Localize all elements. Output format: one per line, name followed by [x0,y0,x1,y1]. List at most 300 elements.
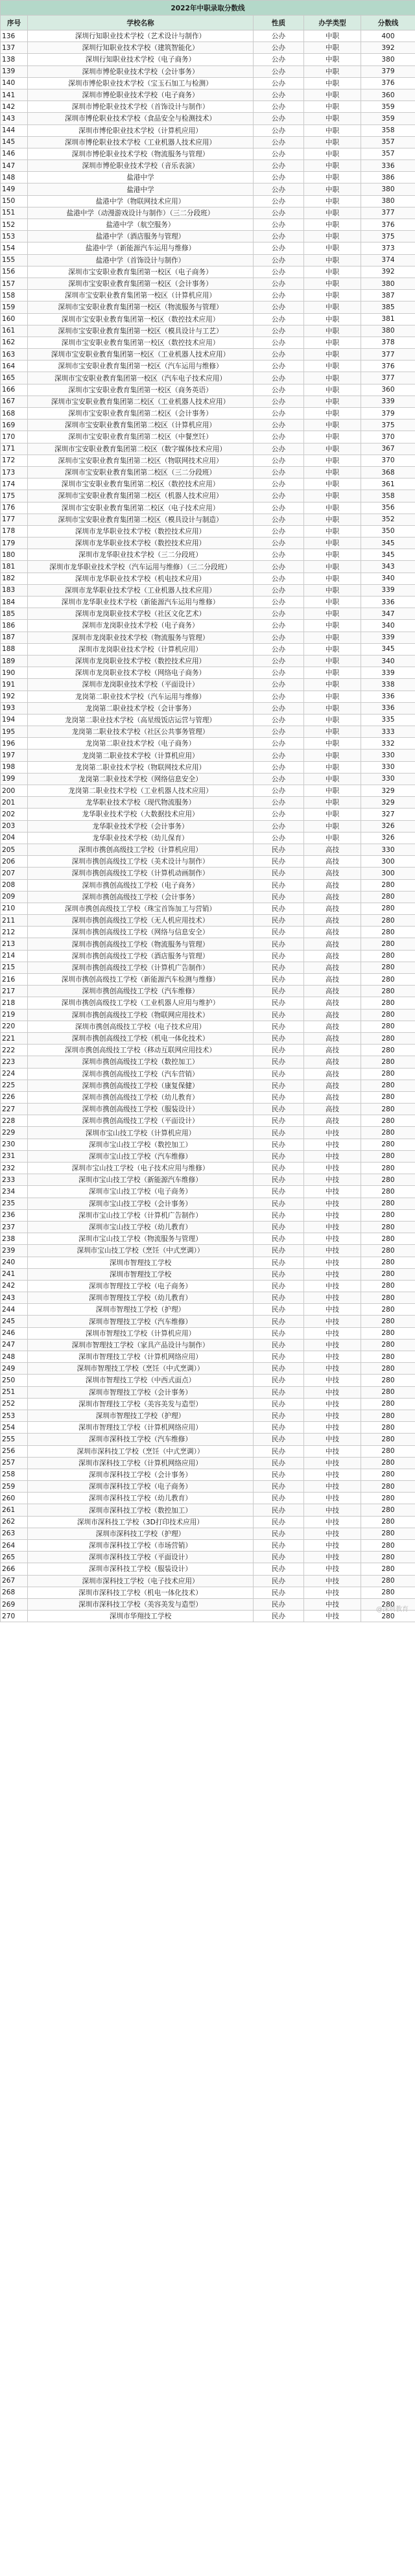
score-line: 280 [361,1375,415,1386]
school-nature: 公办 [254,290,304,301]
school-name: 深圳市携创高级技工学校（电子商务） [28,879,254,891]
table-row [1,1316,415,1327]
table-row [1,538,415,549]
table-row [1,479,415,490]
school-nature: 公办 [254,160,304,172]
school-nature: 民办 [254,1221,304,1233]
school-nature: 公办 [254,396,304,407]
score-line: 336 [361,597,415,608]
school-name: 深圳市智理技工学校 [28,1257,254,1268]
school-nature: 民办 [254,1115,304,1127]
score-line: 280 [361,997,415,1009]
score-line: 280 [361,1528,415,1539]
school-nature: 公办 [254,750,304,761]
school-nature: 民办 [254,1469,304,1480]
score-line: 379 [361,408,415,419]
school-nature: 公办 [254,479,304,490]
school-nature: 民办 [254,1339,304,1351]
school-type: 高技 [304,950,361,962]
table-row [1,643,415,655]
school-nature: 公办 [254,325,304,337]
school-type: 中技 [304,1563,361,1575]
table-row [1,89,415,100]
table-title: 2022年中职录取分数线 [1,1,415,16]
school-type: 中职 [304,195,361,207]
score-line: 280 [361,1127,415,1139]
school-type: 中技 [304,1481,361,1493]
school-type: 中技 [304,1245,361,1257]
score-line: 280 [361,915,415,927]
row-number: 235 [1,1198,28,1209]
school-name: 深圳市宝安职业教育集团第一校区（数控技术应用） [28,313,254,325]
row-number: 139 [1,65,28,77]
school-name: 深圳市宝山技工学校（计算机广告制作） [28,1209,254,1221]
school-name: 深圳市宝安职业教育集团第二校区（电子技术应用） [28,502,254,514]
score-line: 280 [361,1587,415,1598]
score-line: 329 [361,785,415,797]
row-number: 239 [1,1245,28,1257]
school-name: 深圳市宝安职业教育集团第一校区（汽车运用与维修） [28,360,254,372]
row-number: 225 [1,1080,28,1091]
row-number: 205 [1,844,28,855]
row-number: 232 [1,1163,28,1174]
table-row [1,195,415,207]
score-line: 326 [361,832,415,844]
school-nature: 民办 [254,1504,304,1516]
school-name: 盐港中学（动漫游戏设计与制作）（三二分段班） [28,207,254,219]
school-type: 中技 [304,1445,361,1457]
score-line: 326 [361,820,415,832]
table-row [1,1563,415,1575]
row-number: 254 [1,1422,28,1434]
school-nature: 公办 [254,54,304,65]
school-nature: 民办 [254,1091,304,1103]
score-line: 376 [361,77,415,89]
table-row [1,608,415,620]
score-line: 359 [361,113,415,124]
score-line: 280 [361,1045,415,1056]
table-row [1,337,415,348]
row-number: 248 [1,1351,28,1363]
row-number: 181 [1,561,28,573]
school-type: 中职 [304,785,361,797]
school-type: 中职 [304,136,361,148]
row-number: 178 [1,525,28,537]
school-type: 中职 [304,65,361,77]
school-type: 中技 [304,1363,361,1375]
score-line: 357 [361,136,415,148]
school-nature: 民办 [254,1209,304,1221]
school-name: 深圳市博伦职业技术学校（首饰设计与制作） [28,101,254,113]
school-nature: 公办 [254,466,304,478]
school-name: 深圳市龙华职业技术学校（数控技术应用） [28,538,254,549]
score-line: 350 [361,525,415,537]
school-nature: 公办 [254,219,304,231]
school-type: 高技 [304,986,361,997]
row-number: 184 [1,597,28,608]
score-line: 280 [361,1457,415,1469]
table-row [1,691,415,702]
school-name: 深圳市博伦职业技术学校（会计事务） [28,65,254,77]
table-row [1,1009,415,1021]
row-number: 191 [1,679,28,691]
school-type: 中职 [304,349,361,360]
table-row [1,679,415,691]
score-line: 347 [361,608,415,620]
school-type: 中技 [304,1268,361,1280]
school-nature: 公办 [254,714,304,726]
row-number: 206 [1,856,28,868]
school-name: 深圳市携创高级技工学校（计算机广告制作） [28,962,254,973]
school-name: 深圳市博伦职业技术学校（计算机应用） [28,124,254,136]
school-nature: 民办 [254,1327,304,1339]
school-name: 深圳市携创高级技工学校（幼儿教育） [28,1091,254,1103]
school-type: 中职 [304,266,361,278]
school-nature: 公办 [254,207,304,219]
school-name: 深圳市宝安职业教育集团第一校区（电子商务） [28,266,254,278]
school-nature: 公办 [254,254,304,266]
table-row [1,844,415,855]
score-line: 386 [361,172,415,183]
school-name: 深圳市携创高级技工学校（美术设计与制作） [28,856,254,868]
school-nature: 公办 [254,431,304,443]
score-line: 280 [361,1611,415,1622]
row-number: 259 [1,1481,28,1493]
school-type: 中技 [304,1469,361,1480]
school-type: 中技 [304,1422,361,1434]
school-name: 龙华职业技术学校（幼儿保育） [28,832,254,844]
row-number: 176 [1,502,28,514]
school-type: 中职 [304,773,361,785]
school-nature: 民办 [254,1292,304,1304]
school-type: 中职 [304,561,361,573]
school-nature: 民办 [254,1163,304,1174]
school-nature: 公办 [254,655,304,667]
school-name: 深圳市宝安职业教育集团第一校区（工业机器人技术应用） [28,349,254,360]
table-row [1,1398,415,1410]
table-row [1,242,415,254]
school-type: 中职 [304,832,361,844]
school-nature: 民办 [254,1257,304,1268]
school-nature: 民办 [254,1386,304,1398]
row-number: 234 [1,1186,28,1198]
school-nature: 民办 [254,1481,304,1493]
score-line: 358 [361,490,415,502]
school-name: 深圳市博伦职业技术学校（物流服务与管理） [28,148,254,160]
school-name: 深圳市宝安职业教育集团第二校区（计算机应用） [28,419,254,431]
score-line: 339 [361,396,415,407]
table-row [1,1032,415,1044]
row-number: 265 [1,1552,28,1563]
school-type: 中技 [304,1587,361,1598]
table-row [1,148,415,160]
school-nature: 公办 [254,632,304,643]
school-name: 深圳市深科技工学校（市场营销） [28,1540,254,1552]
score-line: 327 [361,809,415,820]
school-type: 高技 [304,1091,361,1103]
score-line: 280 [361,938,415,950]
table-row [1,702,415,714]
table-row [1,915,415,927]
school-nature: 公办 [254,148,304,160]
table-row [1,160,415,172]
table-row [1,1280,415,1292]
school-type: 中职 [304,691,361,702]
table-row [1,1540,415,1552]
school-nature: 公办 [254,502,304,514]
school-nature: 民办 [254,1280,304,1292]
school-type: 中职 [304,337,361,348]
school-type: 中职 [304,667,361,679]
school-name: 深圳市携创高级技工学校（酒店服务与管理） [28,950,254,962]
school-type: 中职 [304,738,361,750]
row-number: 180 [1,549,28,561]
table-row [1,372,415,384]
score-line: 280 [361,1493,415,1504]
row-number: 216 [1,974,28,986]
row-number: 201 [1,797,28,809]
row-number: 183 [1,584,28,596]
table-row [1,431,415,443]
school-nature: 公办 [254,65,304,77]
school-type: 中技 [304,1174,361,1186]
school-name: 深圳市深科技工学校（数控加工） [28,1504,254,1516]
row-number: 251 [1,1386,28,1398]
table-row [1,1221,415,1233]
row-number: 227 [1,1104,28,1115]
table-row [1,1257,415,1268]
school-name: 深圳市龙岗职业技术学校（电子商务） [28,620,254,632]
score-line: 356 [361,502,415,514]
row-number: 166 [1,384,28,396]
school-nature: 民办 [254,1375,304,1386]
school-type: 中职 [304,820,361,832]
school-type: 中技 [304,1139,361,1150]
school-name: 深圳市宝安职业教育集团第二校区（物联网技术应用） [28,455,254,466]
score-line: 280 [361,950,415,962]
school-type: 中职 [304,431,361,443]
table-row [1,231,415,242]
score-line: 280 [361,962,415,973]
table-row [1,573,415,584]
table-row [1,466,415,478]
table-row [1,1068,415,1080]
row-number: 158 [1,290,28,301]
school-name: 盐港中学 [28,183,254,195]
school-nature: 民办 [254,1363,304,1375]
school-name: 深圳市智理技工学校（幼儿教育） [28,1292,254,1304]
row-number: 185 [1,608,28,620]
table-row [1,1139,415,1150]
school-type: 中职 [304,360,361,372]
school-type: 中职 [304,54,361,65]
row-number: 172 [1,455,28,466]
row-number: 159 [1,301,28,313]
school-name: 深圳市宝山技工学校（物流服务与管理） [28,1233,254,1245]
table-row [1,325,415,337]
school-nature: 公办 [254,337,304,348]
row-number: 141 [1,89,28,100]
row-number: 207 [1,868,28,879]
row-number: 214 [1,950,28,962]
row-number: 152 [1,219,28,231]
score-line: 378 [361,337,415,348]
table-row [1,1552,415,1563]
school-nature: 民办 [254,1174,304,1186]
score-line: 380 [361,278,415,289]
row-number: 267 [1,1575,28,1587]
score-line: 370 [361,431,415,443]
school-type: 中职 [304,809,361,820]
school-name: 深圳市携创高级技工学校（物流服务与管理） [28,938,254,950]
row-number: 174 [1,479,28,490]
school-type: 高技 [304,903,361,914]
school-nature: 民办 [254,1268,304,1280]
school-type: 中技 [304,1351,361,1363]
school-type: 高技 [304,927,361,938]
row-number: 189 [1,655,28,667]
school-nature: 公办 [254,77,304,89]
table-row [1,1339,415,1351]
score-line: 345 [361,549,415,561]
school-nature: 民办 [254,1139,304,1150]
table-row [1,124,415,136]
score-line: 280 [361,1516,415,1528]
table-row [1,113,415,124]
school-nature: 公办 [254,584,304,596]
score-line: 280 [361,1174,415,1186]
school-nature: 公办 [254,620,304,632]
school-name: 深圳市智理技工学校（美容美发与造型） [28,1398,254,1410]
school-type: 中技 [304,1339,361,1351]
school-nature: 公办 [254,266,304,278]
table-row [1,714,415,726]
row-number: 192 [1,691,28,702]
score-line: 280 [361,1021,415,1032]
school-name: 盐港中学（物联网技术应用） [28,195,254,207]
score-line: 280 [361,1091,415,1103]
table-row [1,396,415,407]
score-line: 339 [361,632,415,643]
school-type: 中技 [304,1504,361,1516]
school-type: 中职 [304,608,361,620]
school-name: 龙岗第二职业技术学校（电子商务） [28,738,254,750]
school-type: 中职 [304,77,361,89]
row-number: 142 [1,101,28,113]
school-nature: 民办 [254,1150,304,1162]
table-row [1,997,415,1009]
school-type: 中技 [304,1304,361,1316]
school-type: 中职 [304,408,361,419]
school-nature: 民办 [254,1540,304,1552]
row-number: 164 [1,360,28,372]
row-number: 211 [1,915,28,927]
school-nature: 公办 [254,679,304,691]
school-type: 高技 [304,1080,361,1091]
school-name: 深圳市智理技工学校（计算机应用） [28,1327,254,1339]
school-nature: 民办 [254,950,304,962]
row-number: 212 [1,927,28,938]
school-type: 高技 [304,915,361,927]
school-type: 中职 [304,455,361,466]
score-line: 330 [361,844,415,855]
school-type: 中职 [304,761,361,773]
score-line: 280 [361,1209,415,1221]
school-type: 中技 [304,1457,361,1469]
row-number: 231 [1,1150,28,1162]
score-line: 376 [361,219,415,231]
table-row [1,1056,415,1068]
school-nature: 公办 [254,113,304,124]
school-name: 深圳市深科技工学校（服装设计） [28,1563,254,1575]
row-number: 221 [1,1032,28,1044]
row-number: 230 [1,1139,28,1150]
school-nature: 公办 [254,30,304,42]
school-name: 深圳市博伦职业技术学校（工业机器人技术应用） [28,136,254,148]
score-line: 280 [361,1434,415,1445]
table-row [1,502,415,514]
school-name: 深圳市龙华职业技术学校（汽车运用与维修）（三二分段班） [28,561,254,573]
score-line: 280 [361,1245,415,1257]
school-nature: 民办 [254,986,304,997]
school-name: 深圳市携创高级技工学校（工业机器人应用与维护） [28,997,254,1009]
school-name: 深圳市宝安职业教育集团第二校区（机器人技术应用） [28,490,254,502]
header-type: 办学类型 [304,16,361,30]
school-name: 深圳市龙岗职业技术学校（计算机应用） [28,643,254,655]
school-type: 高技 [304,1115,361,1127]
school-name: 深圳市携创高级技工学校（计算机动画制作） [28,868,254,879]
score-line: 367 [361,443,415,455]
school-name: 深圳市龙华职业技术学校（新能源汽车运用与维修） [28,597,254,608]
school-type: 中技 [304,1434,361,1445]
row-number: 223 [1,1056,28,1068]
table-row [1,1127,415,1139]
row-number: 245 [1,1316,28,1327]
row-number: 258 [1,1469,28,1480]
score-line: 300 [361,868,415,879]
school-name: 深圳市宝山技工学校（计算机应用） [28,1127,254,1139]
school-nature: 公办 [254,313,304,325]
score-line: 280 [361,1292,415,1304]
row-number: 137 [1,42,28,54]
school-name: 龙岗第二职业技术学校（物联网技术应用） [28,761,254,773]
school-nature: 民办 [254,879,304,891]
school-nature: 公办 [254,231,304,242]
school-type: 中职 [304,750,361,761]
table-row [1,750,415,761]
score-line: 339 [361,584,415,596]
header-school: 学校名称 [28,16,254,30]
school-type: 中技 [304,1528,361,1539]
school-name: 深圳市宝安职业教育集团第二校区（三二分段班） [28,466,254,478]
school-name: 深圳市龙华职业技术学校（数控技术应用） [28,525,254,537]
row-number: 170 [1,431,28,443]
school-nature: 公办 [254,89,304,100]
school-name: 深圳市龙岗职业技术学校（物流服务与管理） [28,632,254,643]
school-name: 深圳市携创高级技工学校（物联网应用技术） [28,1009,254,1021]
table-row [1,525,415,537]
score-line: 368 [361,466,415,478]
school-type: 中技 [304,1611,361,1622]
row-number: 237 [1,1221,28,1233]
school-name: 深圳市深科技工学校（幼儿教育） [28,1493,254,1504]
school-name: 深圳市宝安职业教育集团第二校区（中餐烹饪） [28,431,254,443]
school-name: 深圳市携创高级技工学校（汽车维修） [28,986,254,997]
table-row [1,514,415,525]
school-nature: 民办 [254,1316,304,1327]
row-number: 243 [1,1292,28,1304]
row-number: 224 [1,1068,28,1080]
